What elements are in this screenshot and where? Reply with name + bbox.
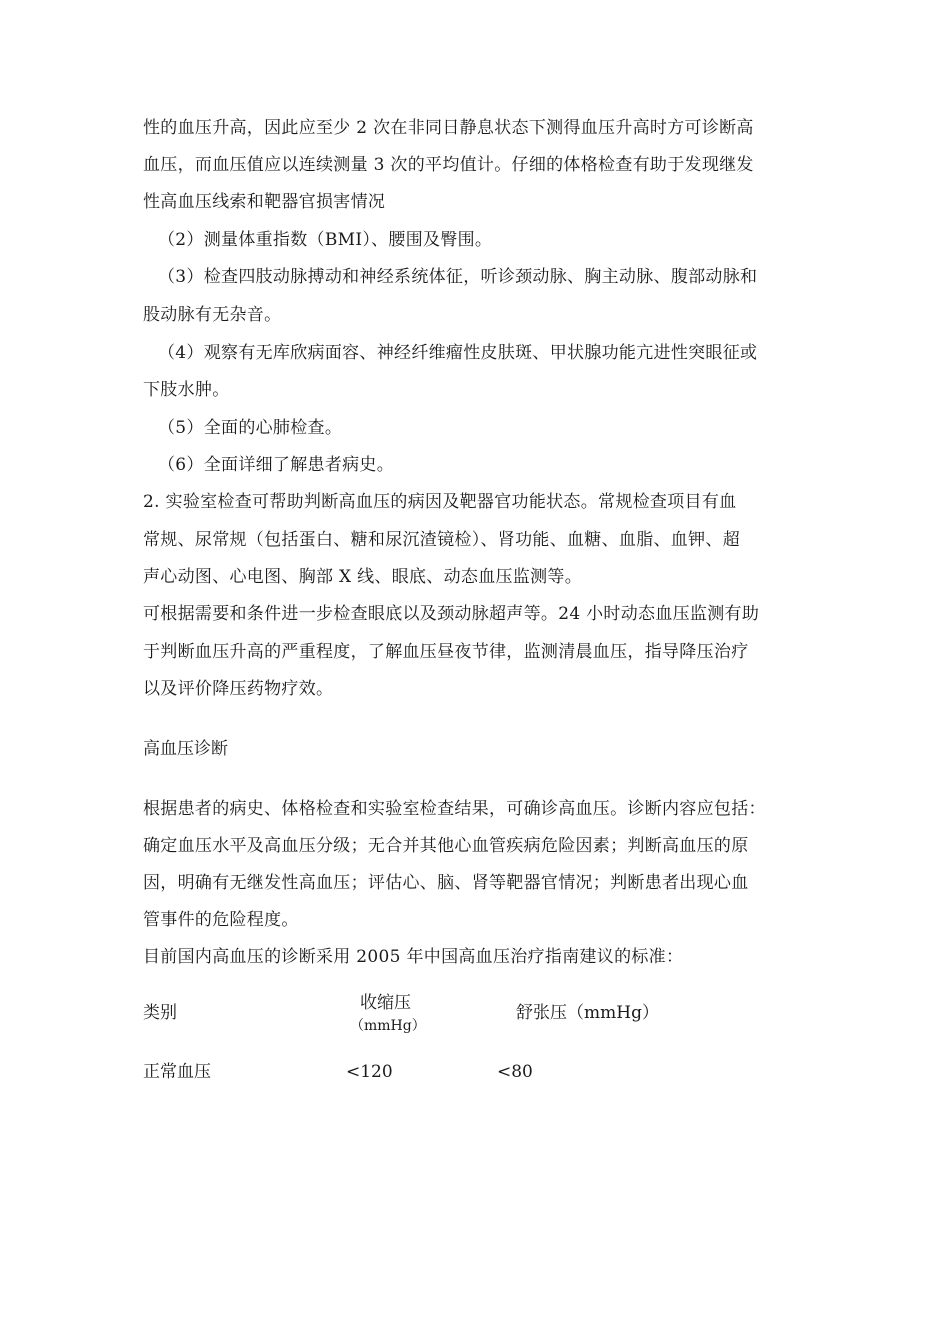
paragraph-line: 以及评价降压药物疗效。 [143,679,334,699]
list-item-continuation: 下肢水肿。 [143,380,230,400]
table-header-diastolic: 舒张压（mmHg） [516,1003,659,1023]
list-item: （4）观察有无库欣病面容、神经纤维瘤性皮肤斑、甲状腺功能亢进性突眼征或 [158,343,758,363]
list-item: （2）测量体重指数（BMI）、腰围及臀围。 [158,230,493,250]
list-item: （5）全面的心肺检查。 [158,418,343,438]
table-header-systolic-unit: （mmHg） [350,1018,426,1034]
table-cell-category: 正常血压 [143,1062,211,1082]
paragraph-line: 性的血压升高，因此应至少 2 次在非同日静息状态下测得血压升高时方可诊断高 [143,118,754,138]
paragraph-line: 确定血压水平及高血压分级；无合并其他心血管疾病危险因素；判断高血压的原 [143,836,749,856]
list-item: （6）全面详细了解患者病史。 [158,455,395,475]
table-cell-systolic: <120 [346,1062,393,1082]
paragraph-line: 于判断血压升高的严重程度，了解血压昼夜节律，监测清晨血压，指导降压治疗 [143,642,749,662]
table-header-systolic: 收缩压 [360,993,411,1013]
paragraph-line: 根据患者的病史、体格检查和实验室检查结果，可确诊高血压。诊断内容应包括： [143,799,766,819]
paragraph-line: 2. 实验室检查可帮助判断高血压的病因及靶器官功能状态。常规检查项目有血 [143,492,737,512]
paragraph-line: 性高血压线索和靶器官损害情况 [143,192,386,212]
table-cell-diastolic: <80 [497,1062,533,1082]
table-header-category: 类别 [143,1003,177,1023]
paragraph-line: 声心动图、心电图、胸部 X 线、眼底、动态血压监测等。 [143,567,583,587]
paragraph-line: 可根据需要和条件进一步检查眼底以及颈动脉超声等。24 小时动态血压监测有助 [143,604,760,624]
paragraph-line: 管事件的危险程度。 [143,910,299,930]
list-item-continuation: 股动脉有无杂音。 [143,305,282,325]
section-heading: 高血压诊断 [143,739,228,759]
paragraph-line: 因，明确有无继发性高血压；评估心、脑、肾等靶器官情况；判断患者出现心血 [143,873,749,893]
paragraph-line: 常规、尿常规（包括蛋白、糖和尿沉渣镜检）、肾功能、血糖、血脂、血钾、超 [143,530,740,550]
paragraph-line: 血压，而血压值应以连续测量 3 次的平均值计。仔细的体格检查有助于发现继发 [143,155,754,175]
list-item: （3）检查四肢动脉搏动和神经系统体征，听诊颈动脉、胸主动脉、腹部动脉和 [158,267,758,287]
paragraph-line: 目前国内高血压的诊断采用 2005 年中国高血压治疗指南建议的标准： [143,947,684,967]
